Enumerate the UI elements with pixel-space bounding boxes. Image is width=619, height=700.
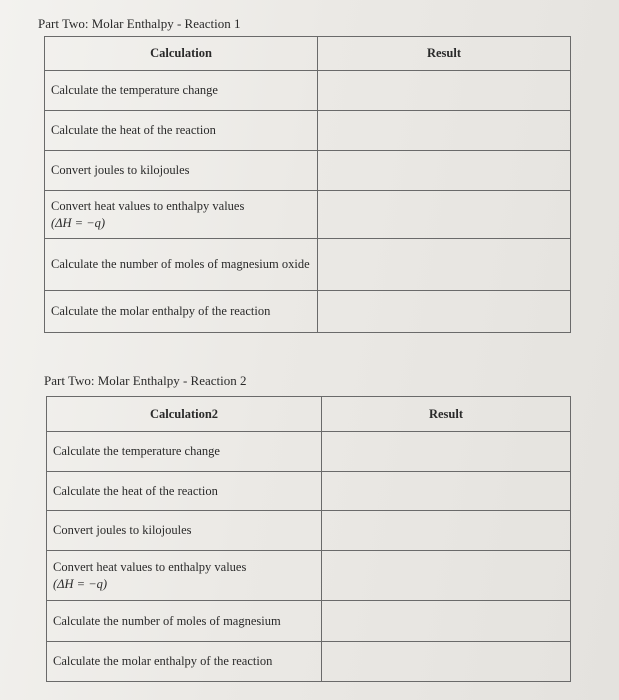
calc-cell: Calculate the number of moles of magnesium: [47, 601, 322, 642]
table-row: [47, 642, 571, 682]
table-row: [47, 511, 571, 551]
table-row: [45, 191, 571, 239]
calc-cell: [45, 191, 318, 239]
calc-cell: Calculate the molar enthalpy of the reaction: [45, 291, 318, 333]
calc-text: Convert heat values to enthalpy values: [53, 559, 247, 574]
result-cell[interactable]: [318, 239, 571, 291]
result-cell[interactable]: [318, 191, 571, 239]
result-cell[interactable]: [318, 291, 571, 333]
enthalpy-equation: (ΔH = −q): [51, 215, 106, 230]
table-row: [45, 111, 571, 151]
reaction1-heading: Part Two: Molar Enthalpy - Reaction 1: [38, 16, 241, 31]
table-row: [47, 432, 571, 472]
calc-text: Convert heat values to enthalpy values: [51, 198, 245, 213]
calc-cell: [47, 551, 322, 601]
calc-cell: Calculate the heat of the reaction: [47, 472, 322, 511]
enthalpy-equation: (ΔH = −q): [53, 576, 108, 591]
calc-cell: Convert joules to kilojoules: [45, 151, 318, 191]
reaction1-table: [44, 36, 571, 333]
table-row: [45, 71, 571, 111]
result-cell[interactable]: [322, 432, 571, 472]
result-cell[interactable]: [322, 642, 571, 682]
calc-cell: Calculate the temperature change: [47, 432, 322, 472]
result-cell[interactable]: [322, 601, 571, 642]
result-cell[interactable]: [318, 71, 571, 111]
table-row: [47, 472, 571, 511]
calc-cell: Calculate the molar enthalpy of the reaction: [47, 642, 322, 682]
result-cell[interactable]: [318, 151, 571, 191]
calculation-header: Calculation2: [47, 397, 322, 432]
table-header-row: [47, 397, 571, 432]
table-row: [47, 601, 571, 642]
calc-cell: Convert joules to kilojoules: [47, 511, 322, 551]
result-cell[interactable]: [318, 111, 571, 151]
table-row: [47, 551, 571, 601]
table-header-row: [45, 37, 571, 71]
calc-cell: Calculate the heat of the reaction: [45, 111, 318, 151]
result-cell[interactable]: [322, 472, 571, 511]
result-cell[interactable]: [322, 551, 571, 601]
calculation-header: Calculation: [45, 37, 318, 71]
table-row: [45, 239, 571, 291]
result-header: Result: [318, 37, 571, 71]
result-cell[interactable]: [322, 511, 571, 551]
reaction2-table: [46, 396, 571, 682]
calc-cell: Calculate the temperature change: [45, 71, 318, 111]
table-row: [45, 151, 571, 191]
result-header: Result: [322, 397, 571, 432]
table-row: [45, 291, 571, 333]
calc-cell: Calculate the number of moles of magnesium oxide: [45, 239, 318, 291]
reaction2-heading: Part Two: Molar Enthalpy - Reaction 2: [44, 373, 247, 388]
